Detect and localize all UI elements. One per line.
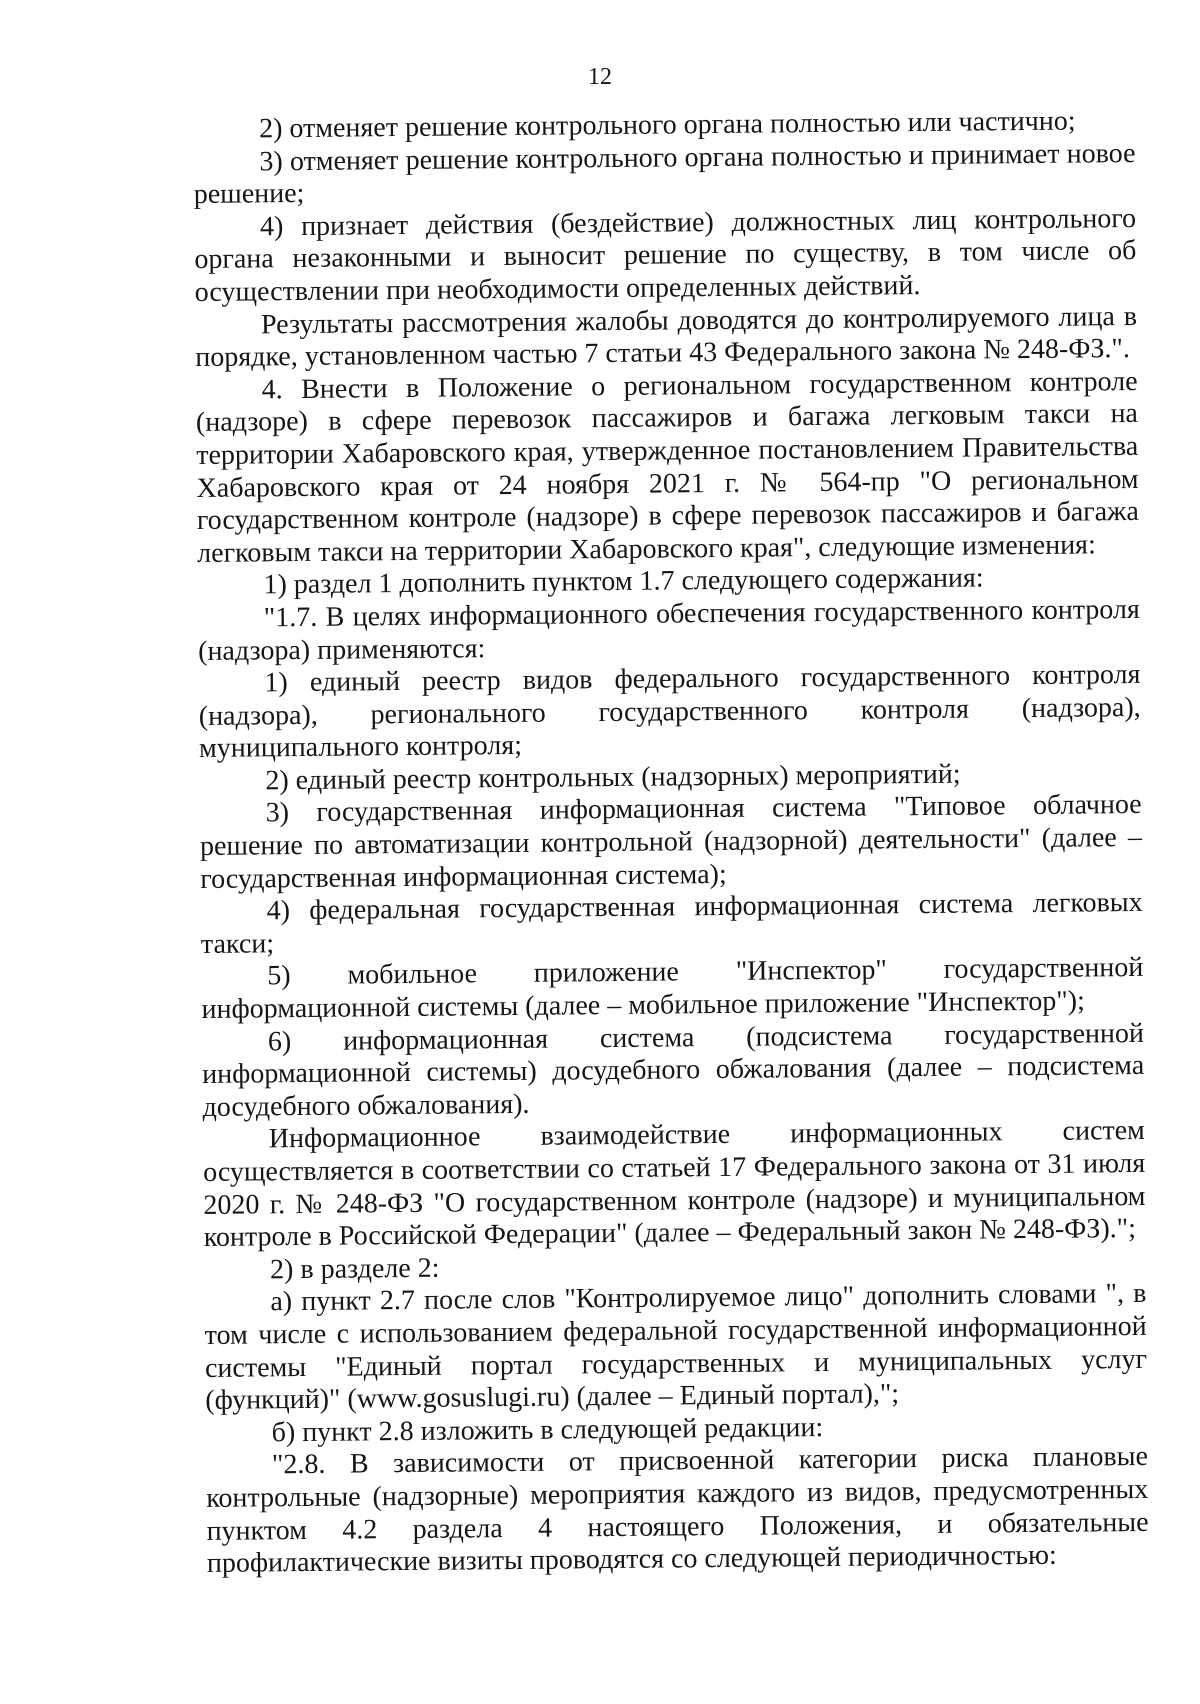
paragraph: а) пункт 2.7 после слов "Контролируемое лицо" дополнить словами ", в том числе с использованием федеральной государственной информационной системы "Единый портал государственных и муниципальных услуг (функций)" (www.gosuslugi.ru) (далее – Единый портал),"; (204, 1278, 1148, 1417)
paragraph: 3) государственная информационная система "Типовое облачное решение по автоматизации контрольной (надзорной) деятельности" (далее – государственная информационная система); (199, 789, 1143, 895)
paragraph: 4) федеральная государственная информационная система легковых такси; (200, 887, 1143, 960)
paragraph: 1) единый реестр видов федерального государственного контроля (надзора), регионального государственного контроля (надзора), муниципального контроля; (198, 659, 1141, 765)
paragraph: "1.7. В целях информационного обеспечения государственного контроля (надзора) применяются: (198, 593, 1140, 667)
paragraph: 1) раздел 1 дополнить пунктом 1.7 следующего содержания: (263, 562, 984, 601)
paragraph: 5) мобильное приложение "Инспектор" государственной информационной системы (далее – мобильное приложение "Инспектор"); (201, 952, 1144, 1025)
paragraph: Результаты рассмотрения жалобы доводятся до контролируемого лица в порядке, установленном частью 7 статьи 43 Федерального закона № 248-ФЗ.". (195, 300, 1138, 374)
paragraph: 4) признает действия (бездействие) должностных лиц контрольного органа незаконными и выносит решение по существу, в том числе об осуществлении при необходимости определенных действий. (194, 202, 1137, 308)
paragraph: 2) в разделе 2: (269, 1252, 440, 1286)
page-number: 12 (588, 64, 612, 90)
paragraph: 2) отменяет решение контрольного органа полностью или частично; (258, 105, 1076, 145)
paragraph: 2) единый реестр контрольных (надзорных) мероприятий; (265, 758, 961, 797)
paragraph: "2.8. В зависимости от присвоенной категории риска плановые контрольные (надзорные) мероприятия каждого из видов, предусмотренных пунктом 4.2 раздела 4 настоящего Положения, и обязательные профилактические визиты проводятся со следующей периодичностью: (206, 1441, 1149, 1580)
paragraph: 4. Внести в Положение о региональном государственном контроле (надзоре) в сфере перевозок пассажиров и багажа легковым такси на территории Хабаровского края, утвержденное постановлением Правительства Хабаровского края от 24 ноября 2021 г. № 564-пр "О региональном государственном контроле (надзоре) в сфере перевозок пассажиров и багажа легковым такси на территории Хабаровского края", следующие изменения: (195, 365, 1140, 569)
document-body (193, 105, 1149, 1581)
paragraph: б) пункт 2.8 изложить в следующей редакции: (271, 1411, 824, 1449)
paragraph: 6) информационная система (подсистема государственной информационной системы) досудебного обжалования (далее – подсистема досудебного обжалования). (202, 1017, 1145, 1123)
paragraph: Информационное взаимодействие информационных систем осуществляется в соответствии со статьей 17 Федерального закона от 31 июля 2020 г. № 248-ФЗ "О государственном контроле (надзоре) и муниципальном контроле в Российской Федерации" (далее – Федеральный закон № 248-ФЗ)."; (203, 1115, 1146, 1254)
paragraph: 3) отменяет решение контрольного органа полностью и принимает новое решение; (193, 137, 1136, 211)
